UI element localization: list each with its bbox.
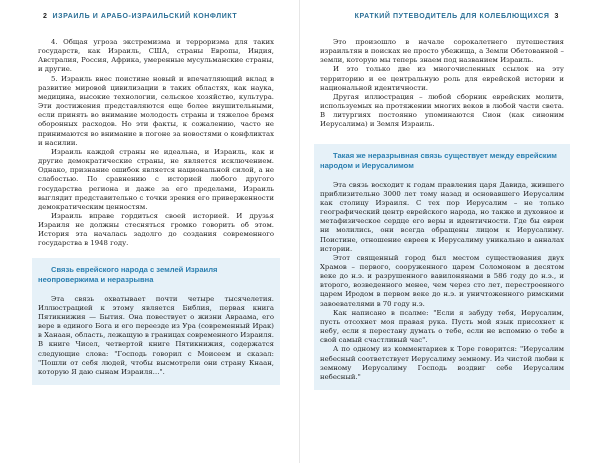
section-heading: Такая же неразрывная связь существует между еврейским народом и Иерусалимом (320, 150, 557, 171)
paragraph: Эта связь охватывает почти четыре тысячелетия. Иллюстрацией к этому является Библия, первая книга Пятикнижия — Бытия. Она повествует о жизни Авраама, его вере в единого Бога и его переезде из Ура (современный Ирак) в Ханаан, область, лежащую в границах современного Израиля. В книге Чисел, четвертой книге Пятикнижия, содержатся следующие слова: "Господь говорил с Моисеем и сказал: "Пошли от себя людей, чтобы высмотрели они страну Кнаан, которую Я даю сынам Израиля…". (38, 294, 274, 376)
right-body (320, 38, 564, 390)
page-number: 3 (554, 13, 559, 20)
paragraph: 4. Общая угроза экстремизма и терроризма для таких государств, как Израиль, США, страны Европы, Индия, Австралия, Россия, Африка, умеренные мусульманские страны, и другие. (38, 38, 274, 74)
paragraph: Израиль каждой страны не идеальна, и Израиль, как и другие демократические страны, не является исключением. Однако, признание ошибок является национальной силой, а не слабостью. По сравнению с историей любого другого государства региона и даже за его пределами, Израиль выглядит представительно с точки зрения его приверженности демократическим ценностям. (38, 147, 274, 211)
paragraph: Этот священный город был местом существования двух Храмов – первого, сооруженного царем Соломоном в десятом веке до н.э. и разрушенного вавилонянами в 586 году до н.э., и второго, возведенного менее, чем через сто лет, перестроенного царем Иродом в первом веке до н.э. и уничтоженного римскими завоевателями в 70 году н.э. (320, 253, 564, 308)
paragraph: И это только две из многочисленных ссылок на эту территорию и ее центральную роль для еврейской истории и национальной идентичности. (320, 65, 564, 92)
section-heading: Связь еврейского народа с землей Израиля неопровержима и неразрывна (38, 264, 218, 285)
highlight-panel (314, 144, 570, 390)
paragraph: Другая иллюстрация – любой сборник еврейских молитв, используемых на протяжении многих веков в любой части света. В литургиях постоянно упоминаются Сион (как синоним Иерусалима) и Земля Израиль. (320, 92, 564, 129)
paragraph: Как написано в псалме: "Если я забуду тебя, Иерусалим, пусть отсохнет моя правая рука. Пусть мой язык присохнет к небу, если я перестану думать о тебе, если не вспомню о тебе в свой самый счастливый час". (320, 308, 564, 345)
left-running-head (38, 13, 237, 25)
paragraph: Эта связь восходит к годам правления царя Давида, жившего приблизительно 3000 лет тому назад и основавшего Иерусалим как столицу Израиля. С тех пор Иерусалим – не только географический центр еврейского народа, но также и духовное и метафизическое сердце его веры и идентичности. Где бы евреи ни молились, они всегда обращены лицом к Иерусалиму. Поистине, отношение евреев к Иерусалиму уникально в анналах истории. (320, 180, 564, 253)
paragraph: Это произошло в начале сорокалетнего путешествия израильтян в поисках не просто убежища, а Земли Обетованной – земли, которую мы теперь знаем под названием Израиль. (320, 38, 564, 65)
running-head-title: КРАТКИЙ ПУТЕВОДИТЕЛЬ ДЛЯ КОЛЕБЛЮЩИХСЯ (354, 13, 550, 20)
right-page (300, 0, 600, 463)
highlight-panel (32, 258, 280, 385)
left-body (38, 38, 274, 385)
right-running-head (355, 13, 564, 25)
paragraph: 5. Израиль внес поистине новый и впечатляющий вклад в развитие мировой цивилизации в таких областях, как наука, медицина, высокие технологии, сельское хозяйство, культура. Эти достижения представляются еще более внушительными, если принять во внимание молодость страны и тяжелое бремя оборонных расходов. Но эти факты, к сожалению, часто не принимаются во внимание в погоне за новостями о конфликтах и насилии. (38, 74, 274, 147)
paragraph: Израиль вправе гордиться своей историей. И друзья Израиля не должны стесняться громко говорить об этом. История эта началась задолго до создания современного государства в 1948 году. (38, 211, 274, 248)
running-head-title: ИЗРАИЛЬ И АРАБО-ИЗРАИЛЬСКИЙ КОНФЛИКТ (52, 13, 238, 20)
paragraph: А по одному из комментариев к Торе говорится: "Иерусалим небесный соответствует Иерусалиму земному. Из чистой любви к земному Иерусалиму Господь воздвиг себе Иерусалим небесный." (320, 345, 564, 381)
page-number: 2 (43, 13, 48, 20)
